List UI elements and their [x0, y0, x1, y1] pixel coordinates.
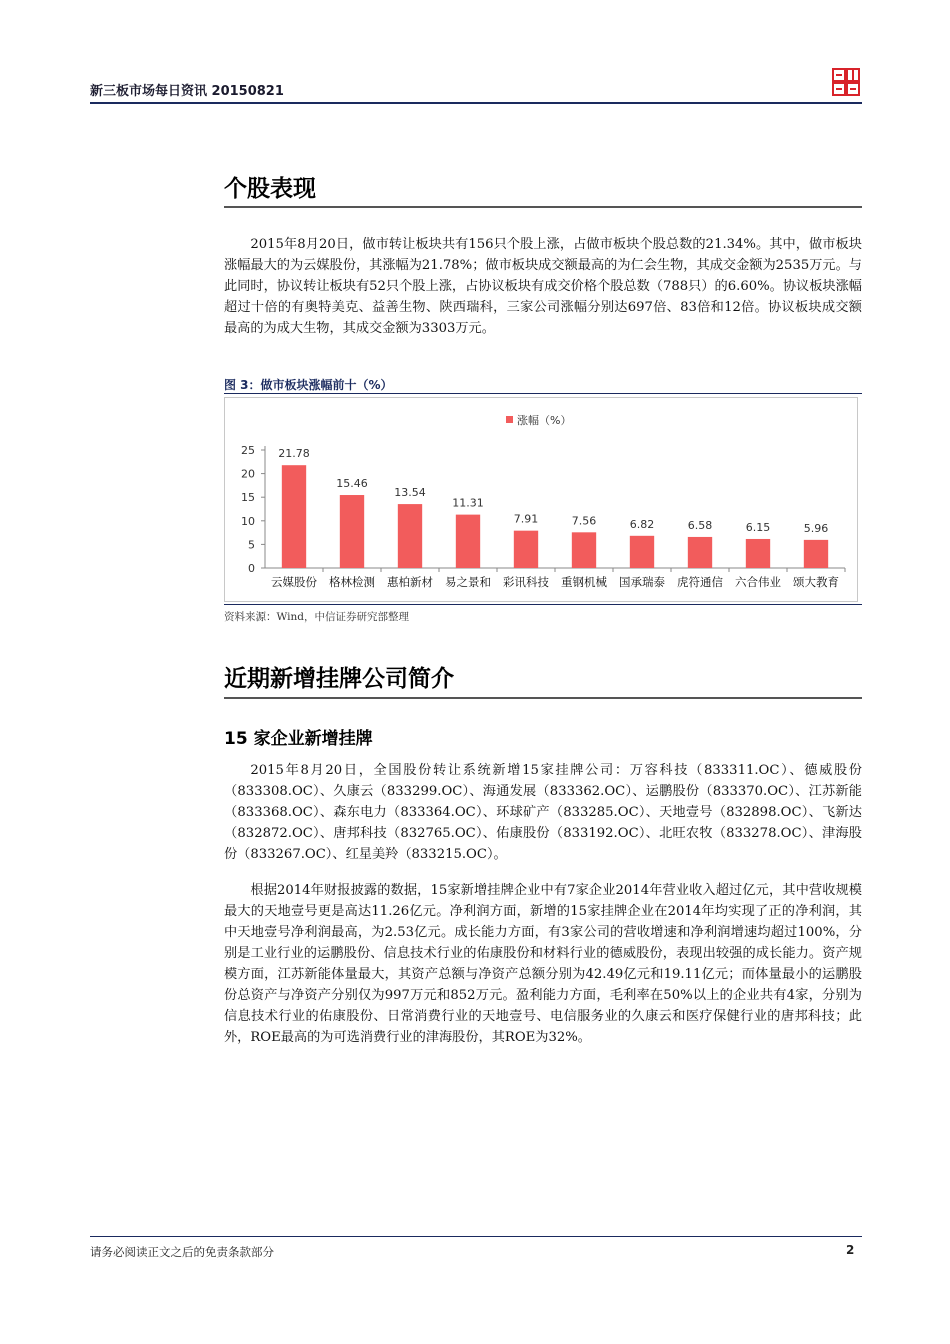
- y-tick-label: 25: [241, 444, 255, 457]
- figure-caption-rule: [224, 393, 862, 394]
- bar-value-label: 7.56: [571, 514, 597, 528]
- bar-chart: [225, 398, 857, 601]
- bar-chart-container: [224, 397, 858, 602]
- bar: [804, 540, 828, 568]
- header-rule: [90, 102, 862, 104]
- paragraph-text: 根据2014年财报披露的数据，15家新增挂牌企业中有7家企业2014年营业收入超过亿元，其中营收规模最大的天地壹号更是高达11.26亿元。净利润方面，新增的15家挂牌企业在2014年均实现了正的净利润，其中天地壹号净利润最高，为2.53亿元。成长能力方面，有3家公司的营收增速和净利润增速均超过100%，分别是工业行业的运鹏股份、信息技术行业的佑康股份和材料行业的德威股份，表现出较强的成长能力。资产规模方面，江苏新能体量最大，其资产总额与净资产总额分别为42.49亿元和19.11亿元；而体量最小的运鹏股份总资产与净资产分别仅为997万元和852万元。盈利能力方面，毛利率在50%以上的企业共有4家，分别为信息技术行业的佑康股份、日常消费行业的天地壹号、电信服务业的久康云和医疗保健行业的唐邦科技；此外，ROE最高的为可选消费行业的津海股份，其ROE为32%。: [224, 883, 862, 1045]
- x-category-label: 虎符通信: [677, 575, 723, 589]
- section-heading-new-listings: 近期新增挂牌公司简介: [224, 666, 454, 692]
- legend-swatch: [506, 416, 513, 423]
- subheading-new-listings: 15 家企业新增挂牌: [224, 729, 373, 749]
- bar: [398, 504, 422, 568]
- citic-securities-logo: [831, 67, 861, 97]
- x-category-label: 彩讯科技: [503, 575, 549, 589]
- report-title: 新三板市场每日资讯 20150821: [90, 84, 284, 99]
- bar-value-label: 15.46: [336, 477, 368, 491]
- x-category-label: 格林检测: [329, 575, 375, 589]
- footer-disclaimer: 请务必阅读正文之后的免责条款部分: [90, 1245, 274, 1259]
- y-tick-label: 0: [248, 562, 255, 575]
- bar-value-label: 6.82: [629, 517, 655, 531]
- legend-label: 涨幅（%）: [517, 414, 572, 427]
- bar: [572, 532, 596, 568]
- source-rule: [224, 604, 862, 605]
- bar: [456, 515, 480, 568]
- bar: [688, 537, 712, 568]
- figure-caption: 图 3：做市板块涨幅前十（%）: [224, 378, 393, 392]
- paragraph-text: 2015年8月20日，做市转让板块共有156只个股上涨，占做市板块个股总数的21.34%。其中，做市板块涨幅最大的为云媒股份，其涨幅为21.78%；做市板块成交额最高的为仁会生物，其成交金额为2535万元。与此同时，协议转让板块有52只个股上涨，占协议板块有成交价格个股总数（788只）的6.60%。协议板块涨幅超过十倍的有奥特美克、益善生物、陕西瑞科，三家公司涨幅分别达697倍、83倍和12倍。协议板块成交额最高的为成大生物，其成交金额为3303万元。: [224, 237, 862, 336]
- x-category-label: 云媒股份: [271, 575, 317, 589]
- bar-value-label: 7.91: [513, 512, 539, 526]
- new-listings-paragraph: [224, 760, 862, 865]
- bar: [340, 495, 364, 568]
- section-heading-stock-performance: 个股表现: [224, 176, 316, 202]
- bar: [514, 531, 538, 568]
- footer-rule: [90, 1236, 862, 1237]
- stock-performance-paragraph: [224, 234, 862, 339]
- x-category-label: 重钢机械: [561, 575, 607, 589]
- paragraph-text: 2015年8月20日，全国股份转让系统新增15家挂牌公司：万容科技（833311.OC）、德威股份（833308.OC）、久康云（833299.OC）、海通发展（833362.OC）、运鹏股份（833370.OC）、江苏新能（833368.OC）、森东电力（833364.OC）、环球矿产（833285.OC）、天地壹号（832898.OC）、飞新达（832872.OC）、唐邦科技（832765.OC）、佑康股份（833192.OC）、北旺农牧（833278.OC）、津海股份（833267.OC）、红星美羚（833215.OC）。: [224, 763, 862, 862]
- bar: [630, 536, 654, 568]
- financials-paragraph: [224, 880, 862, 1048]
- figure-source: 资料来源：Wind，中信证券研究部整理: [224, 611, 409, 623]
- bar-value-label: 21.78: [278, 447, 310, 461]
- bar-value-label: 11.31: [452, 496, 484, 510]
- section-heading-rule: [224, 697, 862, 699]
- x-category-label: 颂大教育: [793, 575, 839, 589]
- y-tick-label: 5: [248, 538, 255, 552]
- bar-value-label: 13.54: [394, 486, 426, 500]
- x-category-label: 易之景和: [445, 575, 491, 589]
- bar-value-label: 5.96: [803, 521, 829, 535]
- x-category-label: 惠柏新材: [387, 575, 433, 589]
- y-tick-label: 20: [241, 467, 255, 481]
- bar: [282, 465, 306, 568]
- bar-value-label: 6.58: [687, 518, 713, 532]
- bar-value-label: 6.15: [745, 520, 771, 534]
- y-tick-label: 10: [241, 514, 255, 528]
- bar: [746, 539, 770, 568]
- y-tick-label: 15: [241, 491, 255, 505]
- section-heading-rule: [224, 206, 862, 208]
- x-category-label: 国承瑞泰: [619, 575, 665, 589]
- x-category-label: 六合伟业: [735, 575, 781, 589]
- page-number: 2: [846, 1243, 855, 1257]
